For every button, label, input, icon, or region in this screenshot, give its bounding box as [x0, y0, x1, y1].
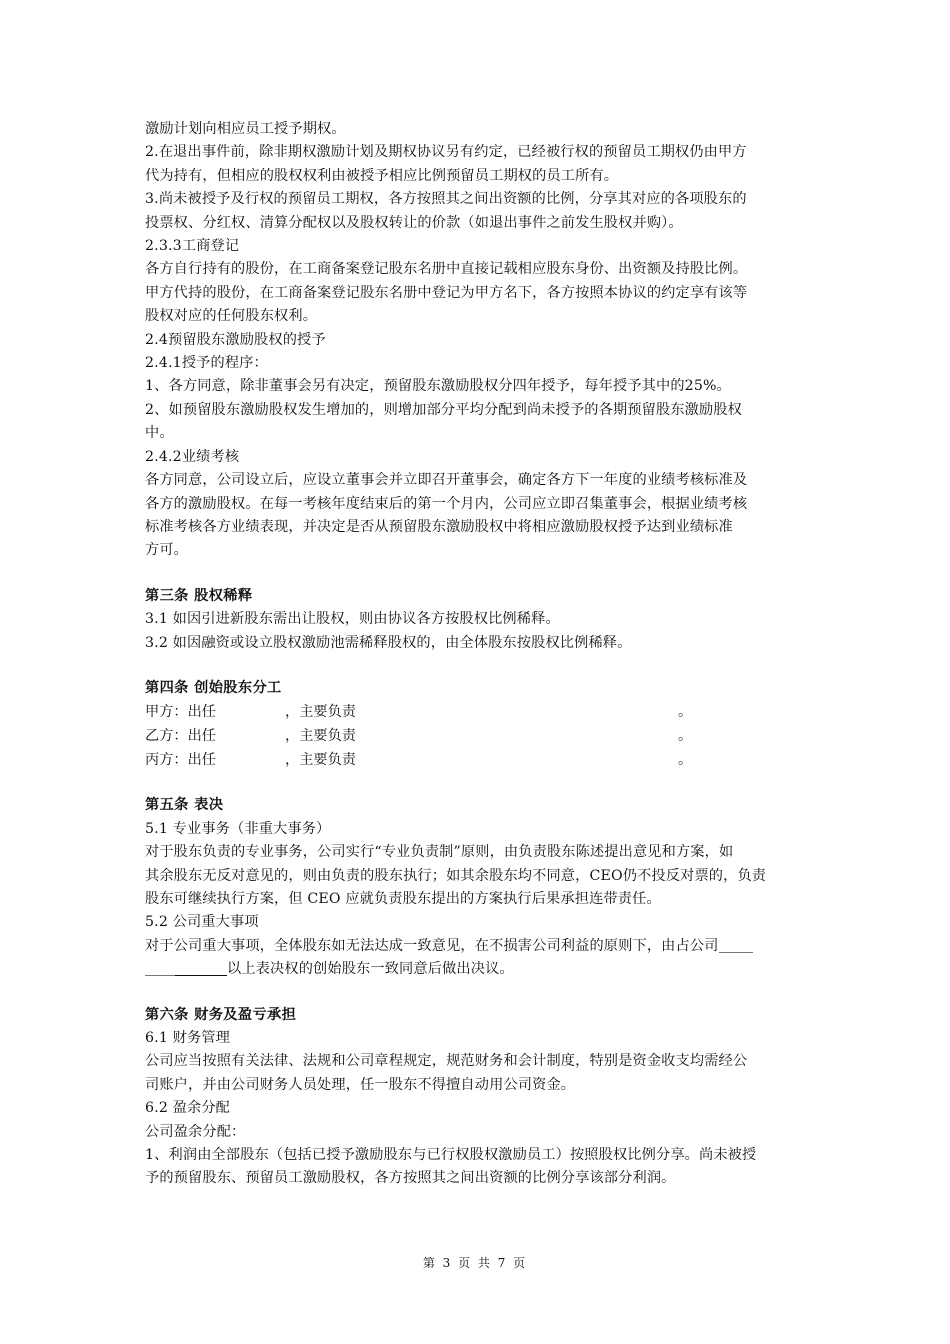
- text-line: 中。: [145, 425, 174, 442]
- fill-blank: [145, 961, 175, 976]
- text-line: 3.尚未被授予及行权的预留员工期权，各方按照其之间出资额的比例，分享其对应的各项股东的: [145, 191, 747, 208]
- text-line: 其余股东无反对意见的，则由负责的股东执行；如其余股东均不同意，CEO仍不投反对票的，负责: [145, 867, 767, 884]
- text-line: 方可。: [145, 542, 189, 559]
- text-line: 2.在退出事件前，除非期权激励计划及期权协议另有约定，已经被行权的预留员工期权仍由甲方: [145, 144, 747, 161]
- document-page: [145, 118, 810, 1191]
- subsection-title: 2.4.1授予的程序：: [145, 355, 268, 372]
- subsection-title: 5.1 专业事务（非重大事务）: [145, 820, 331, 837]
- text-line: 3.1 如因引进新股东需出让股权，则由协议各方按股权比例稀释。: [145, 611, 560, 628]
- subsection-title: 5.2 公司重大事项: [145, 914, 259, 931]
- article-heading: 第五条 表决: [145, 797, 224, 814]
- page-footer: 第 3 页 共 7 页: [422, 1256, 528, 1270]
- text-line: 2、如预留股东激励股权发生增加的，则增加部分平均分配到尚未授予的各期预留股东激励股权: [145, 401, 743, 418]
- vote-line: [145, 958, 810, 981]
- party-row: [145, 724, 810, 748]
- party-label: 乙方：出任: [145, 728, 216, 745]
- subsection-title: 6.1 财务管理: [145, 1030, 231, 1046]
- article-4: [145, 677, 810, 772]
- text-line: 股东可继续执行方案，但 CEO 应就负责股东提出的方案执行后果承担连带责任。: [145, 890, 661, 907]
- text-line: 股权对应的任何股东权利。: [145, 308, 318, 325]
- subsection-title: 6.2 盈余分配: [145, 1100, 231, 1117]
- text-line: 公司应当按照有关法律、法规和公司章程规定，规范财务和会计制度，特别是资金收支均需经公: [145, 1053, 748, 1070]
- duty-label: ，主要负责: [285, 752, 356, 769]
- party-label: 甲方：出任: [145, 704, 216, 721]
- text-line: 1、利润由全部股东（包括已授予激励股东与已行权股权激励员工）按照股权比例分享。尚未被授: [145, 1147, 757, 1164]
- vote-text: 对于公司重大事项，全体股东如无法达成一致意见，在不损害公司利益的原则下，由占公司: [145, 937, 719, 954]
- fill-blank: [175, 961, 227, 976]
- subsection-title: 2.4.2业绩考核: [145, 448, 240, 465]
- text-line: 甲方代持的股份，在工商备案登记股东名册中登记为甲方名下，各方按照本协议的约定享有该等: [145, 284, 748, 301]
- party-row: [145, 748, 810, 772]
- subsection-title: 2.4预留股东激励股权的授予: [145, 331, 326, 348]
- row-end: 。: [678, 704, 693, 721]
- party-row: [145, 700, 810, 724]
- row-end: 。: [678, 752, 693, 769]
- row-end: 。: [678, 728, 693, 745]
- text-line: 3.2 如因融资或设立股权激励池需稀释股权的，由全体股东按股权比例稀释。: [145, 634, 632, 651]
- section-2-continued: [145, 118, 810, 563]
- article-3: [145, 585, 810, 655]
- text-line: 激励计划向相应员工授予期权。: [145, 121, 346, 137]
- text-line: 各方同意，公司设立后，应设立董事会并立即召开董事会，确定各方下一年度的业绩考核标准及: [145, 472, 748, 489]
- duty-label: ，主要负责: [285, 728, 356, 745]
- article-5: [145, 794, 810, 981]
- text-line: 各方的激励股权。在每一考核年度结束后的第一个月内，公司应立即召集董事会，根据业绩考核: [145, 495, 748, 512]
- text-line: 各方自行持有的股份，在工商备案登记股东名册中直接记载相应股东身份、出资额及持股比例。: [145, 261, 748, 278]
- subsection-title: 2.3.3工商登记: [145, 238, 240, 255]
- text-line: 标准考核各方业绩表现，并决定是否从预留股东激励股权中将相应激励股权授予达到业绩标准: [145, 518, 733, 535]
- fill-blank: [719, 938, 753, 953]
- vote-line: [145, 935, 810, 958]
- text-line: 公司盈余分配：: [145, 1123, 246, 1140]
- text-line: 对于股东负责的专业事务，公司实行“专业负责制”原则，由负责股东陈述提出意见和方案，如: [145, 844, 734, 861]
- text-line: 1、各方同意，除非董事会另有决定，预留股东激励股权分四年授予，每年授予其中的25%。: [145, 378, 731, 395]
- article-heading: 第六条 财务及盈亏承担: [145, 1006, 297, 1023]
- duty-label: ，主要负责: [285, 704, 356, 721]
- text-line: 予的预留股东、预留员工激励股权，各方按照其之间出资额的比例分享该部分利润。: [145, 1170, 676, 1187]
- text-line: 代为持有，但相应的股权权利由被授予相应比例预留员工期权的员工所有。: [145, 167, 619, 184]
- vote-text: 以上表决权的创始股东一致同意后做出决议。: [227, 961, 514, 978]
- article-heading: 第三条 股权稀释: [145, 587, 253, 604]
- article-6: [145, 1004, 810, 1191]
- text-line: 投票权、分红权、清算分配权以及股权转让的价款（如退出事件之前发生股权并购）。: [145, 214, 683, 231]
- article-heading: 第四条 创始股东分工: [145, 679, 282, 696]
- party-label: 丙方：出任: [145, 752, 216, 769]
- text-line: 司账户，并由公司财务人员处理，任一股东不得擅自动用公司资金。: [145, 1076, 576, 1093]
